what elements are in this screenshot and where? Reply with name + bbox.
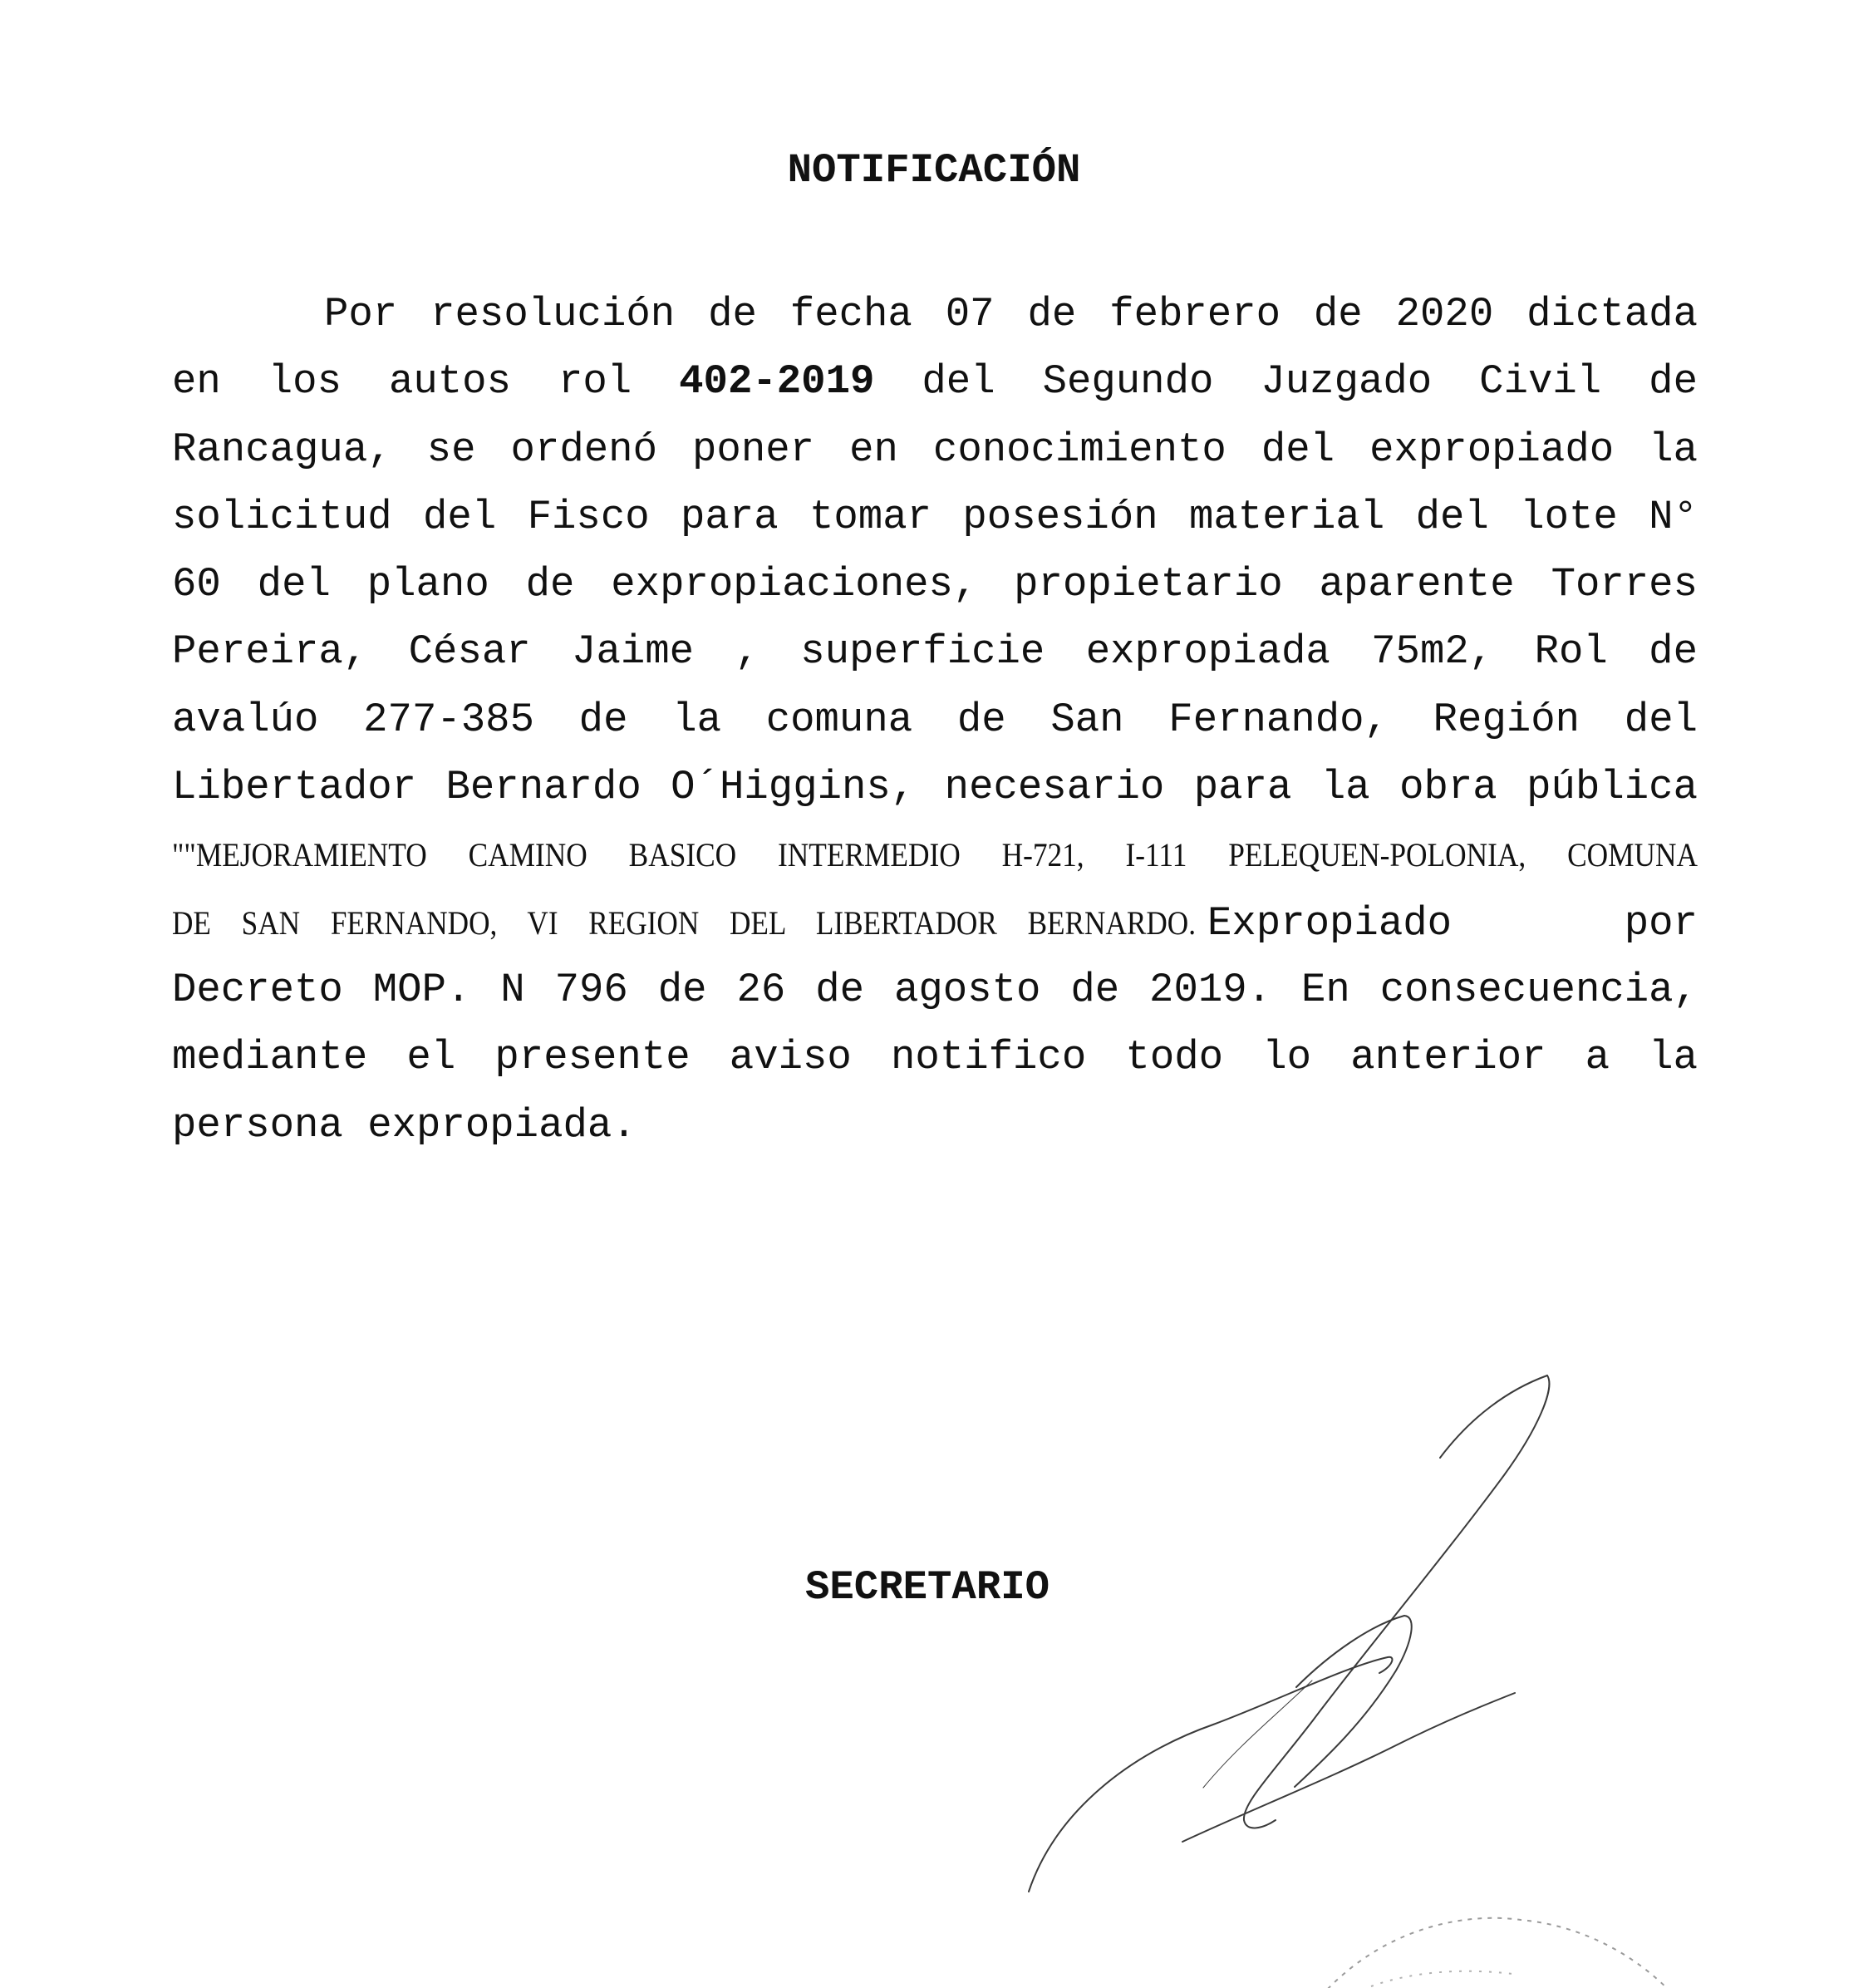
body-line-project-name bbox=[172, 821, 1698, 888]
case-number: 402-2019 bbox=[679, 358, 875, 406]
body-line: Libertador Bernardo O´Higgins, necesario para la obra pública bbox=[172, 764, 1698, 811]
signature-stroke bbox=[1182, 1693, 1515, 1842]
signatory-title: SECRETARIO bbox=[805, 1564, 1050, 1611]
body-line: persona expropiada. bbox=[172, 1101, 637, 1149]
project-name-text: ""MEJORAMIENTO CAMINO BASICO INTERMEDIO H-721, I-111 PELEQUEN-POLONIA, COMUNA bbox=[172, 836, 1698, 874]
signature-stroke bbox=[1203, 1680, 1312, 1788]
official-stamp-inner-marks bbox=[1371, 1971, 1512, 1986]
official-stamp-arc bbox=[1296, 1918, 1699, 1988]
body-line: 60 del plano de expropiaciones, propietario aparente Torres bbox=[172, 561, 1698, 608]
body-line: mediante el presente aviso notifico todo lo anterior a la bbox=[172, 1034, 1698, 1081]
body-line bbox=[172, 348, 1698, 416]
body-text-segment: en los autos rol bbox=[172, 358, 680, 406]
signature-stroke bbox=[1244, 1375, 1549, 1828]
body-line-mixed bbox=[172, 889, 1698, 957]
signature-stroke bbox=[1295, 1616, 1412, 1787]
body-line: Decreto MOP. N 796 de 26 de agosto de 2019. En consecuencia, bbox=[172, 966, 1698, 1013]
body-line: avalúo 277-385 de la comuna de San Fernando, Región del bbox=[172, 696, 1698, 743]
body-text-segment: Expropiado por bbox=[1207, 899, 1698, 947]
body-line: Rancagua, se ordenó poner en conocimiento del expropiado la bbox=[172, 426, 1698, 473]
signature-stroke bbox=[1029, 1657, 1392, 1892]
body-line: Pereira, César Jaime , superficie expropiada 75m2, Rol de bbox=[172, 628, 1698, 676]
notice-body bbox=[172, 281, 1698, 1159]
signature-strokes bbox=[1029, 1375, 1549, 1892]
body-line: Por resolución de fecha 07 de febrero de 2020 dictada bbox=[324, 291, 1698, 337]
body-line: solicitud del Fisco para tomar posesión material del lote N° bbox=[172, 493, 1698, 540]
body-text-segment: del Segundo Juzgado Civil de bbox=[874, 358, 1698, 406]
notice-title: NOTIFICACIÓN bbox=[787, 147, 1081, 194]
signature-stroke bbox=[1440, 1375, 1547, 1458]
project-name-continuation: DE SAN FERNANDO, VI REGION DEL LIBERTADOR BERNARDO. bbox=[172, 903, 1196, 942]
